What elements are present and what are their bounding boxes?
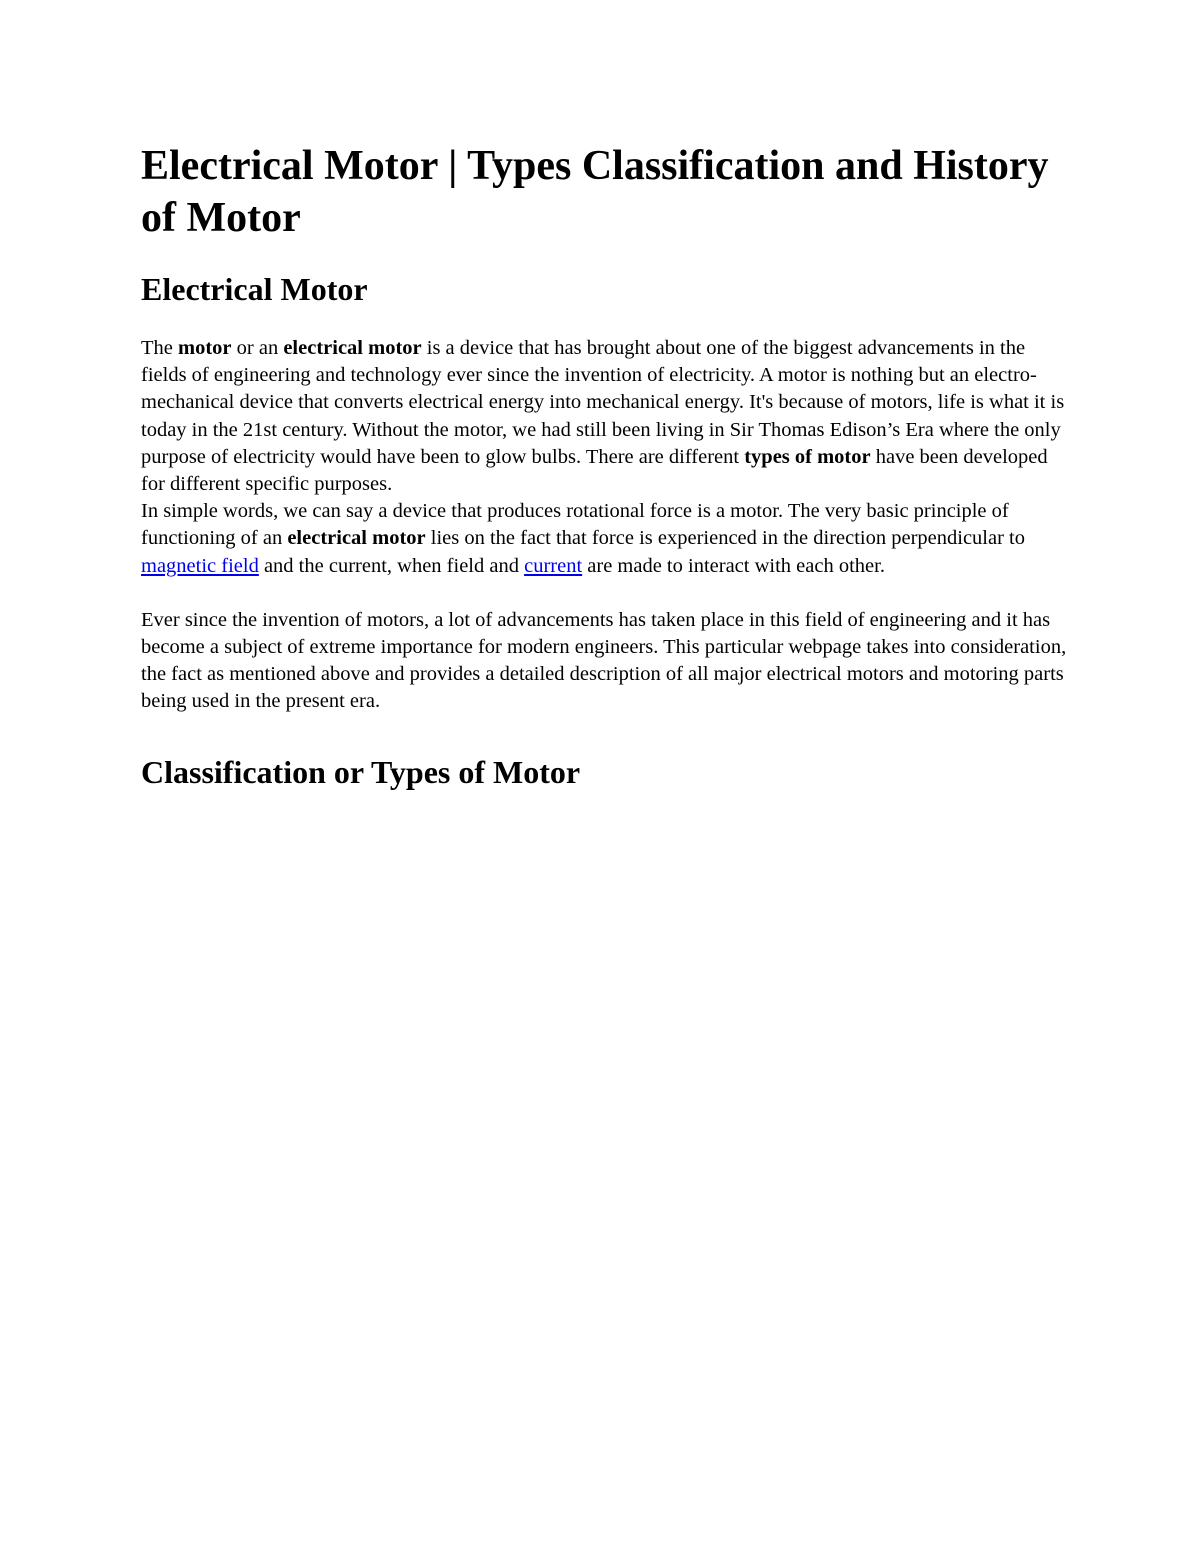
bold-term-types-of-motor: types of motor [744, 445, 871, 468]
text-run: are made to interact with each other. [582, 554, 885, 577]
magnetic-field-link[interactable]: magnetic field [141, 554, 259, 577]
section-heading-electrical-motor: Electrical Motor [141, 271, 368, 307]
advancements-paragraph: Ever since the invention of motors, a lot of advancements has taken place in this field of engineering and it has become a subject of extreme importance for modern engineers. This particular webpage takes into consideration, the fact as mentioned above and provides a detailed description of all major electrical motors and motoring parts being used in the present era. [141, 608, 1067, 713]
text-run: lies on the fact that force is experienced in the direction perpendicular to [425, 527, 1025, 550]
text-run: or an [231, 337, 284, 359]
text-run: and the current, when field and [258, 554, 525, 577]
current-link[interactable]: current [524, 554, 583, 577]
section-heading-classification: Classification or Types of Motor [141, 753, 581, 790]
text-run: have been developed for different specific purposes. [141, 445, 1048, 496]
text-run: is a device that has brought about one of the biggest advancements in the fields of engineering and technology ever since the invention of electricity. A motor is nothing but an electro-mechanical device that converts electrical energy into mechanical energy. It's because of motors, life is what it is today in the 21st century. Without the motor, we had still been living in Sir Thomas Edison’s Era where the only purpose of electricity would have been to glow bulbs. There are different [141, 337, 1065, 468]
principle-paragraph [141, 498, 1071, 580]
page-title: Electrical Motor | Types Classification and History of Motor [141, 143, 1049, 241]
text-run: The [141, 337, 178, 359]
bold-term-electrical-motor: electrical motor [283, 337, 422, 359]
bold-term-motor: motor [178, 337, 232, 359]
document-page [141, 140, 1071, 818]
text-run: In simple words, we can say a device that produces rotational force is a motor. The very basic principle of functioning of an [141, 500, 1009, 550]
bold-term-electrical-motor: electrical motor [287, 527, 426, 550]
intro-paragraph [141, 335, 1071, 498]
